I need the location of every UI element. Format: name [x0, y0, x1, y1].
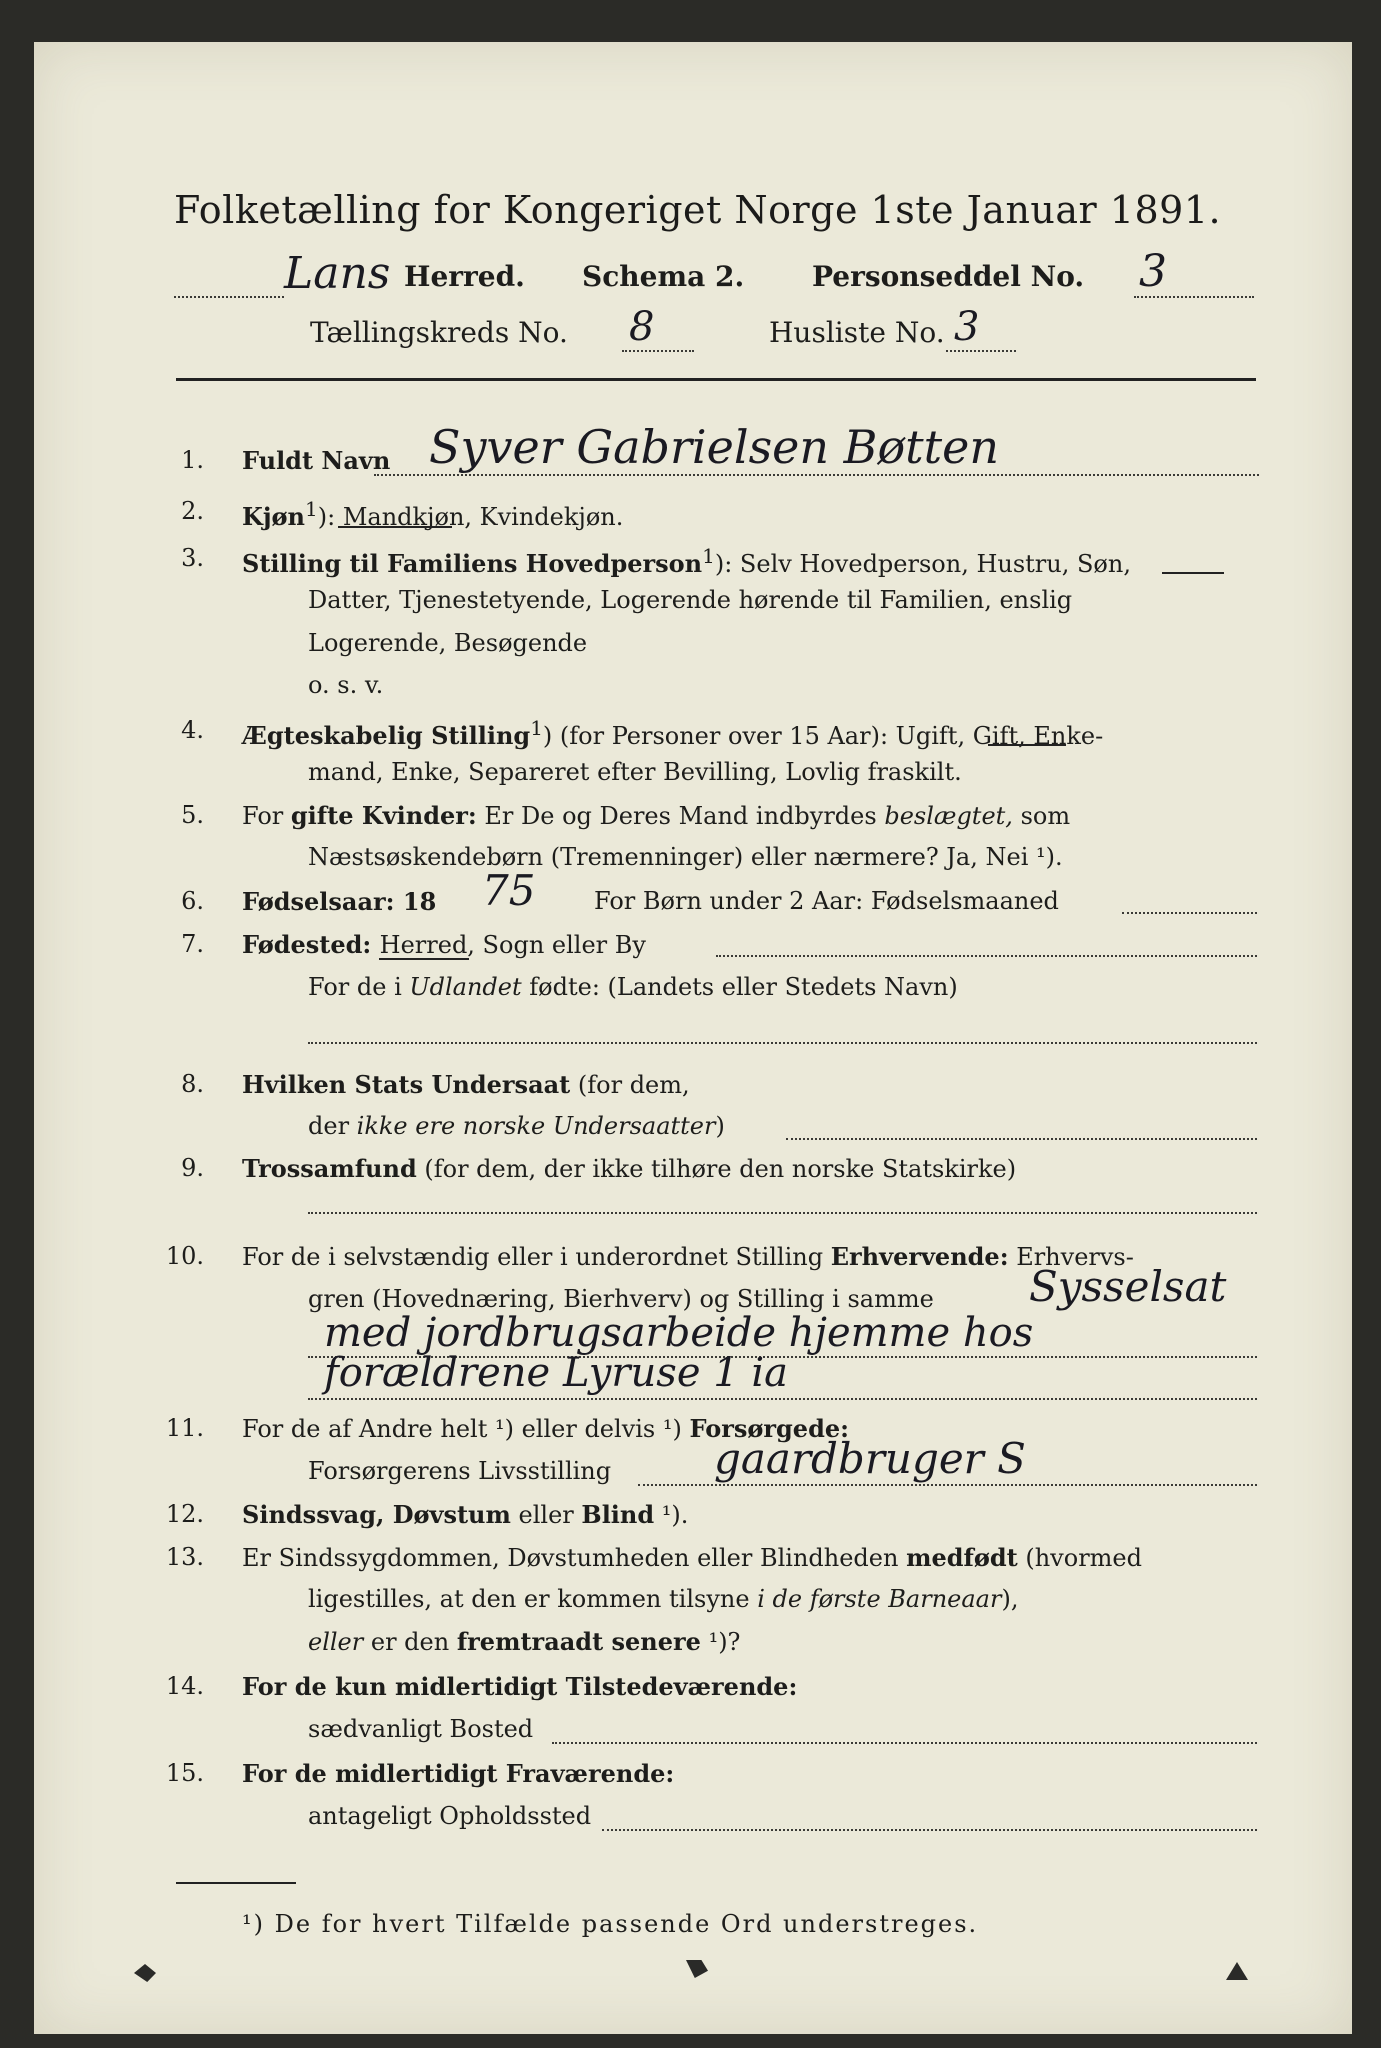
q13-line-c: [308, 1627, 740, 1656]
q8-label: Hvilken Stats Undersaat: [242, 1070, 571, 1099]
q10-text-c: gren (Hovednæring, Bierhverv) og Stilling i samme: [308, 1285, 934, 1313]
q6-text: For Børn under 2 Aar: Fødselsmaaned: [594, 887, 1059, 915]
q10-dots-2: [308, 1398, 1257, 1400]
q15-dots: [602, 1829, 1257, 1831]
q4-sup: 1: [530, 716, 543, 740]
q5-label-a: For: [242, 802, 291, 830]
q7-dots: [716, 955, 1257, 957]
q10-label: Erhvervende:: [830, 1242, 1009, 1271]
taellingskreds-label: Tællingskreds No.: [310, 316, 568, 349]
q5-label-b: gifte Kvinder:: [290, 801, 477, 830]
q7-text-a: Herred, Sogn eller By: [379, 931, 646, 959]
binding-mark-center: [686, 1960, 708, 1978]
q13-text-i: i de første Barneaar: [757, 1585, 1002, 1613]
q12-number: 12.: [165, 1500, 204, 1528]
q7-text-b: For de i: [308, 973, 410, 1001]
q6-number: 6.: [181, 887, 204, 915]
q8-text-c: ): [715, 1112, 725, 1140]
husliste-label: Husliste No.: [769, 316, 945, 349]
q3-text-b: Datter, Tjenestetyende, Logerende hørende til Familien, enslig: [308, 586, 1073, 614]
footnote-text: ¹) De for hvert Tilfælde passende Ord understreges.: [242, 1910, 979, 1938]
q7-text-c: fødte: (Landets eller Stedets Navn): [521, 973, 958, 1001]
footnote-rule: [176, 1882, 296, 1884]
q15-number: 15.: [165, 1759, 204, 1787]
q10-answer-c: forældrene Lyruse 1 ia: [324, 1350, 789, 1396]
q7-number: 7.: [181, 930, 204, 958]
q12-label: Sindssvag, Døvstum: [242, 1500, 511, 1529]
q3-underline-son: [1162, 572, 1224, 574]
schema-label: Schema 2.: [582, 260, 745, 293]
q3-number: 3.: [181, 544, 204, 572]
q4-text-a: ) (for Personer over 15 Aar): Ugift, Gift, Enke-: [542, 722, 1104, 750]
q13-text-e-i: eller: [308, 1628, 364, 1656]
q4-underline-ugift: [988, 744, 1066, 746]
q11-text-a: For de af Andre helt ¹) eller delvis ¹): [242, 1415, 690, 1443]
q8-line-b: [308, 1112, 725, 1140]
q2-text: ): Mandkjøn, Kvindekjøn.: [317, 503, 624, 531]
q6-answer: 75: [482, 866, 536, 915]
q4-line-a: [242, 716, 1103, 750]
q13-text-c: ligestilles, at den er kommen tilsyne: [308, 1585, 758, 1613]
q13-text-a: Er Sindssygdommen, Døvstumheden eller Blindheden: [242, 1544, 907, 1572]
q11-dots: [638, 1484, 1257, 1486]
q9-line: [242, 1154, 1016, 1183]
q14-label: For de kun midlertidigt Tilstedeværende:: [242, 1672, 798, 1701]
q13-label-b: fremtraadt senere: [456, 1627, 701, 1656]
q2-sup: 1: [305, 497, 318, 521]
q13-text-d: ),: [1001, 1585, 1019, 1613]
q9-number: 9.: [181, 1154, 204, 1182]
q11-answer: gaardbruger S: [714, 1434, 1026, 1483]
q10-text-b: Erhvervs-: [1008, 1243, 1134, 1271]
q10-number: 10.: [165, 1242, 204, 1270]
q3-sup: 1: [702, 544, 715, 568]
q15-text: antageligt Opholdssted: [308, 1802, 592, 1830]
q2-number: 2.: [181, 497, 204, 525]
q5-number: 5.: [181, 801, 204, 829]
personseddel-label: Personseddel No.: [812, 260, 1085, 293]
q3-line-a: [242, 544, 1131, 578]
q1-answer: Syver Gabrielsen Bøtten: [429, 420, 999, 474]
q13-line-b: [308, 1585, 1018, 1613]
q13-number: 13.: [165, 1543, 204, 1571]
q5-text-i: beslægtet,: [884, 802, 1013, 830]
q11-label: Forsørgede:: [689, 1414, 849, 1443]
census-form-page: [34, 42, 1352, 2034]
q11-text-b: Forsørgerens Livsstilling: [308, 1457, 612, 1485]
q7-dots-2: [308, 1042, 1257, 1044]
q15-label: For de midlertidigt Fraværende:: [242, 1759, 675, 1788]
q13-text-b: (hvormed: [1017, 1544, 1142, 1572]
q12-line: [242, 1500, 688, 1529]
header-rule: [176, 378, 1256, 381]
q8-text-i: ikke ere norske Undersaatter: [356, 1112, 716, 1140]
form-title: Folketælling for Kongeriget Norge 1ste Januar 1891.: [174, 188, 1222, 232]
herred-dots: [174, 296, 284, 298]
q7-line-b: [308, 973, 958, 1001]
binding-mark-right: [1226, 1962, 1248, 1980]
q13-line-a: [242, 1543, 1142, 1572]
binding-mark-left: [134, 1964, 156, 1982]
q13-text-f: ¹)?: [700, 1628, 741, 1656]
q14-dots: [552, 1742, 1257, 1744]
q8-text-a: (for dem,: [570, 1071, 690, 1099]
q6-label: Fødselsaar: 18: [242, 887, 437, 916]
q8-number: 8.: [181, 1070, 204, 1098]
q7-underline-herred: [379, 958, 469, 960]
q14-text: sædvanligt Bosted: [308, 1715, 534, 1743]
q10-line-a: [242, 1242, 1134, 1271]
q3-text-a: ): Selv Hovedperson, Hustru, Søn,: [714, 550, 1131, 578]
q5-text-d: Næstsøskendebørn (Tremenninger) eller nærmere? Ja, Nei ¹).: [308, 843, 1063, 871]
q1-label: Fuldt Navn: [242, 446, 391, 475]
q4-label: Ægteskabelig Stilling: [242, 721, 531, 750]
q8-line-a: [242, 1070, 690, 1099]
herred-value: Lans: [284, 248, 391, 299]
q11-number: 11.: [165, 1414, 204, 1442]
q12-text-b: ¹).: [654, 1501, 689, 1529]
husliste-dots: [946, 350, 1016, 352]
q13-text-e: er den: [363, 1628, 457, 1656]
personseddel-value: 3: [1139, 246, 1167, 297]
q6-dots: [1122, 912, 1257, 914]
q3-text-c: Logerende, Besøgende: [308, 629, 588, 657]
q1-number: 1.: [181, 446, 204, 474]
q7-line-a: [242, 930, 646, 959]
q9-label: Trossamfund: [242, 1154, 417, 1183]
q9-text: (for dem, der ikke tilhøre den norske Statskirke): [416, 1155, 1017, 1183]
herred-label: Herred.: [404, 260, 525, 293]
q2-underline-mandkjon: [338, 526, 452, 528]
q4-text-b: mand, Enke, Separeret efter Bevilling, Lovlig fraskilt.: [308, 758, 962, 786]
q8-dots: [786, 1138, 1257, 1140]
q9-dots: [308, 1212, 1257, 1214]
personseddel-dots: [1134, 296, 1254, 298]
q12-text-a: eller: [510, 1501, 582, 1529]
q3-label: Stilling til Familiens Hovedperson: [242, 549, 703, 578]
q1-dots: [374, 474, 1259, 476]
q12-label-b: Blind: [581, 1500, 655, 1529]
husliste-value: 3: [954, 304, 980, 350]
q3-text-d: o. s. v.: [308, 671, 384, 699]
q5-text-c: som: [1012, 802, 1071, 830]
taellingskreds-value: 8: [629, 304, 655, 350]
q2-label: Kjøn: [242, 502, 305, 531]
taellingskreds-dots: [622, 350, 694, 352]
q13-label: medfødt: [906, 1543, 1018, 1572]
q10-text-a: For de i selvstændig eller i underordnet Stilling: [242, 1243, 831, 1271]
q10-answer-a: Sysselsat: [1029, 1262, 1227, 1311]
q5-text-a: Er De og Deres Mand indbyrdes: [476, 802, 885, 830]
q14-number: 14.: [165, 1672, 204, 1700]
q8-text-b: der: [308, 1112, 357, 1140]
q5-line-a: [242, 801, 1070, 830]
q7-label: Fødested:: [242, 930, 380, 959]
q7-text-i: Udlandet: [409, 973, 522, 1001]
q10-answer-b: med jordbrugsarbeide hjemme hos: [324, 1310, 1034, 1356]
q4-number: 4.: [181, 716, 204, 744]
